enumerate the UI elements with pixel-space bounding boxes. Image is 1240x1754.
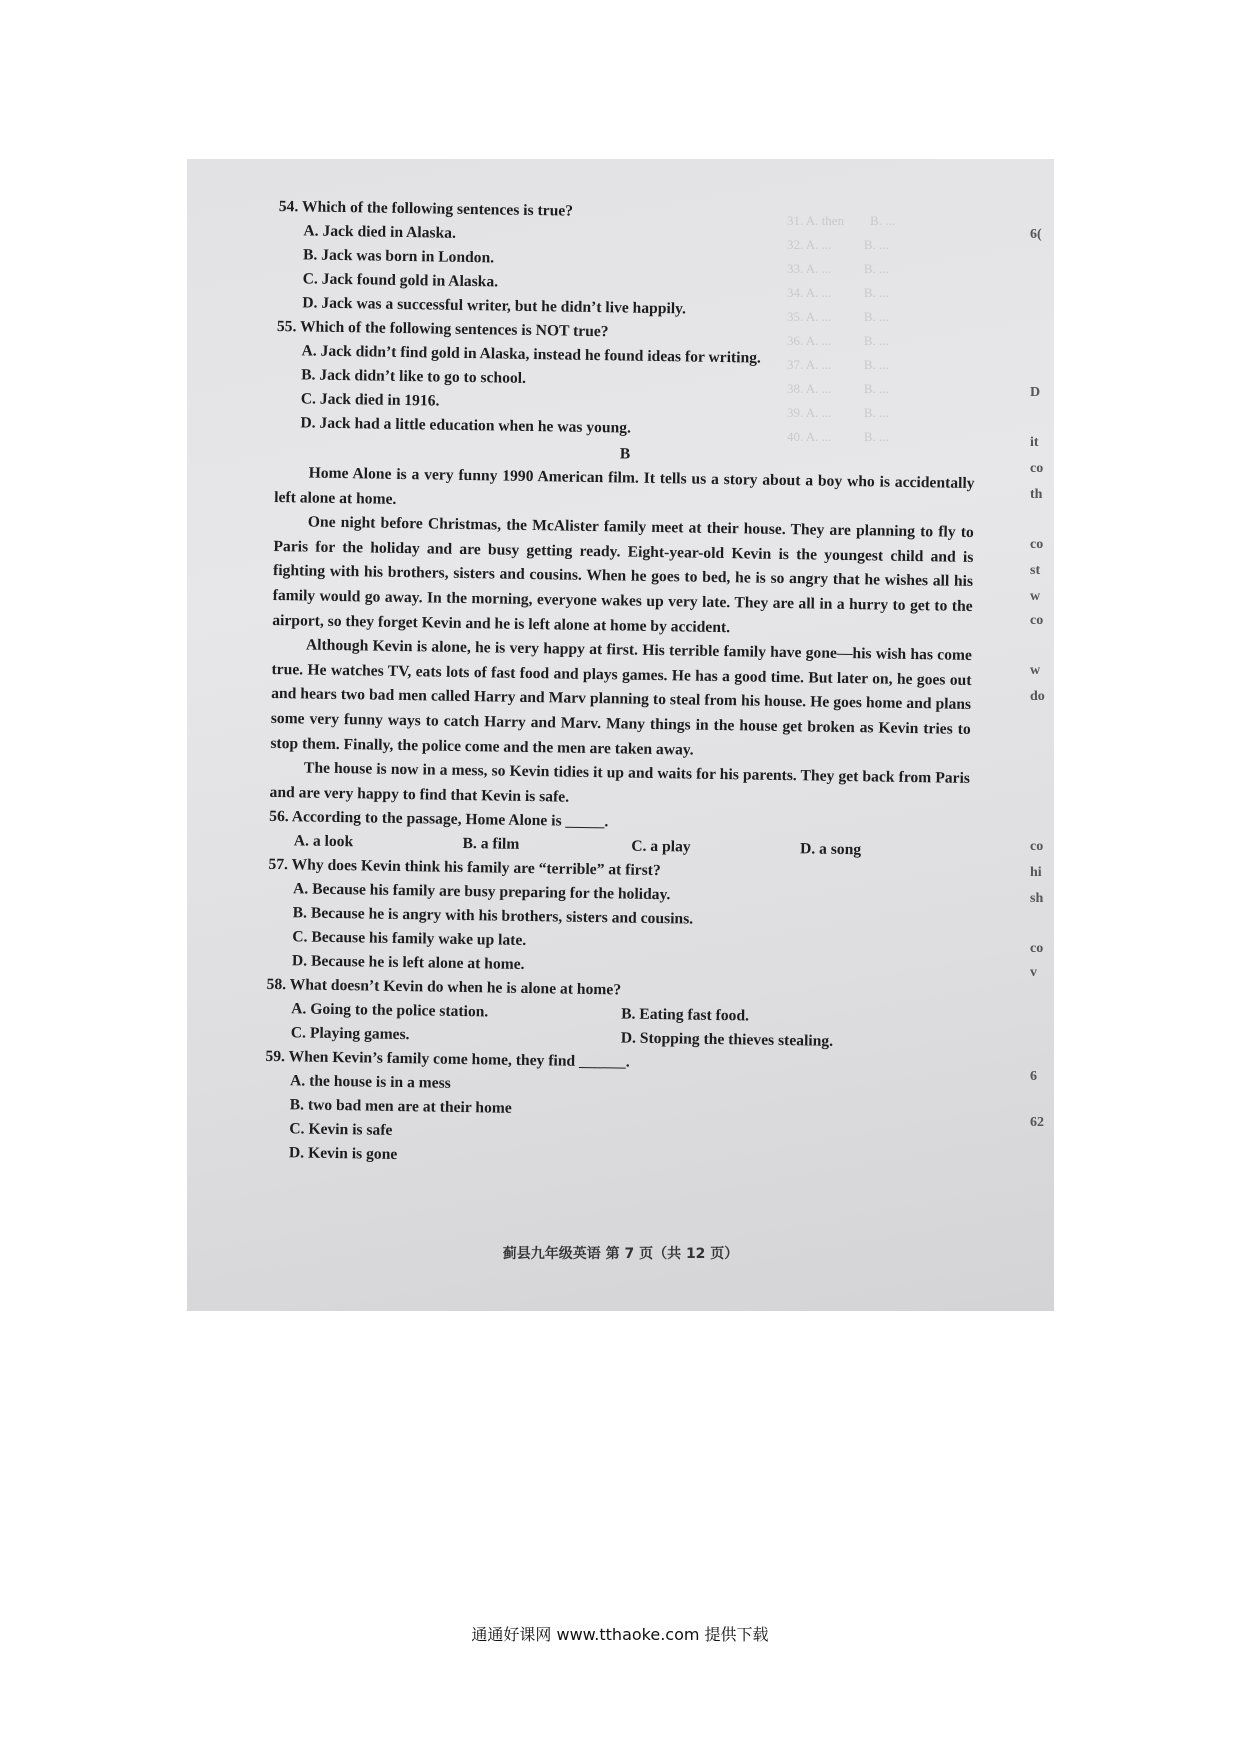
question-text: 58. What doesn’t Kevin do when he is alone at home? [266,976,622,999]
option: A. the house is in a mess [289,1072,451,1093]
question-text: 59. When Kevin’s family come home, they find ______. [265,1048,630,1071]
exam-content [264,195,979,1176]
edge-letter: st [1030,563,1041,578]
passage-paragraph: Although Kevin is alone, he is very happy at first. His terrible family have gone—his wish has come true. He watches TV, eats lots of fast food and plays games. He has a good time. But later on, he goes out and hears two bad men called Harry and Marv planning to steal from his house. He goes home and plans some very funny ways to catch Harry and Marv. Many things in the house get broken as Kevin tries to stop them. Finally, the police come and the men are taken away. [270,636,972,759]
option: B. two bad men are at their home [289,1096,512,1118]
option: D. Because he is left alone at home. [291,952,525,974]
option: B. a film [462,835,520,854]
edge-letter: co [1030,839,1044,854]
edge-letter: co [1030,613,1044,628]
question-58 [266,973,967,1056]
question-57 [267,853,969,984]
edge-letter: 62 [1030,1115,1044,1130]
option: C. a play [631,837,691,856]
option: C. Kevin is safe [289,1120,393,1140]
option: C. Jack found gold in Alaska. [302,270,499,291]
edge-letter: D [1030,385,1041,400]
question-text: 57. Why does Kevin think his family are “terrible” at first? [268,856,661,880]
edge-letter: w [1030,663,1041,678]
scanned-page-photo [187,159,1054,1311]
reading-passage [269,461,974,816]
bleed-through-text: 31. A. then B. ... 32. A. ... B. ... 33. A. ... B. ... 34. A. ... B. ... 35. A. ... B. ... 36. A. ... B. ... 37. A. ... B. ... 38. A. ... B. ... 39. A. ... B. ... 40. A. ... B. ... [787,213,895,444]
option: A. Because his family are busy preparing for the holiday. [292,880,671,904]
option: B. Because he is angry with his brothers, sisters and cousins. [292,904,694,928]
edge-letter: v [1030,965,1037,980]
edge-letter: th [1030,487,1043,502]
page-footer: 蓟县九年级英语 第 7 页（共 12 页） [502,1246,739,1262]
passage-paragraph: The house is now in a mess, so Kevin tidies it up and waits for his parents. They get back from Paris and are very happy to find that Kevin is safe. [269,759,971,806]
option: D. Jack had a little education when he was young. [300,414,632,437]
question-59 [264,1045,966,1176]
option: D. Jack was a successful writer, but he didn’t live happily. [302,294,687,318]
option: D. Stopping the thieves stealing. [620,1029,834,1051]
question-55 [275,315,977,446]
question-text: 55. Which of the following sentences is NOT true? [276,317,609,341]
edge-letter: co [1030,941,1044,956]
option: B. Jack was born in London. [302,246,495,267]
question-54 [277,195,979,326]
question-text: 56. According to the passage, Home Alone is _____. [269,808,609,831]
option: D. Kevin is gone [288,1144,398,1164]
edge-letter: do [1030,689,1045,704]
edge-letter: hi [1030,865,1042,880]
option: A. Jack didn’t find gold in Alaska, instead he found ideas for writing. [301,342,762,367]
edge-letter: w [1030,589,1041,604]
edge-letter: 6( [1030,227,1042,242]
edge-letter: 6 [1030,1069,1037,1084]
option: A. Jack died in Alaska. [303,222,457,242]
passage-paragraph: Home Alone is a very funny 1990 American film. It tells us a story about a boy who is accidentally left alone at home. [274,464,975,508]
option: A. Going to the police station. [291,1000,489,1021]
watermark-text: 通通好课网 www.tthaoke.com 提供下载 [471,1625,769,1644]
edge-letter: it [1030,435,1039,450]
edge-letter: co [1030,537,1044,552]
option: A. a look [293,832,354,851]
question-text: 54. Which of the following sentences is true? [278,197,574,220]
option: C. Because his family wake up late. [292,928,527,950]
section-heading: B [619,445,631,463]
edge-letter: co [1030,461,1044,476]
option: D. a song [799,840,862,859]
edge-letter: sh [1030,891,1044,906]
option: C. Jack died in 1916. [300,390,440,410]
option: B. Eating fast food. [621,1005,750,1025]
option: B. Jack didn’t like to go to school. [301,366,527,387]
option: C. Playing games. [290,1024,410,1044]
passage-paragraph: One night before Christmas, the McAlister family meet at their house. They are planning to fly to Paris for the holiday and are busy getting ready. Eight-year-old Kevin is the youngest child and is fighting with his brothers, sisters and cousins. When he goes to bed, he is so angry that he wishes all his family would go away. In the morning, everyone wakes up very late. They are all in a hurry to get to the airport, so they forget Kevin and he is left alone at home by accident. [272,513,974,636]
